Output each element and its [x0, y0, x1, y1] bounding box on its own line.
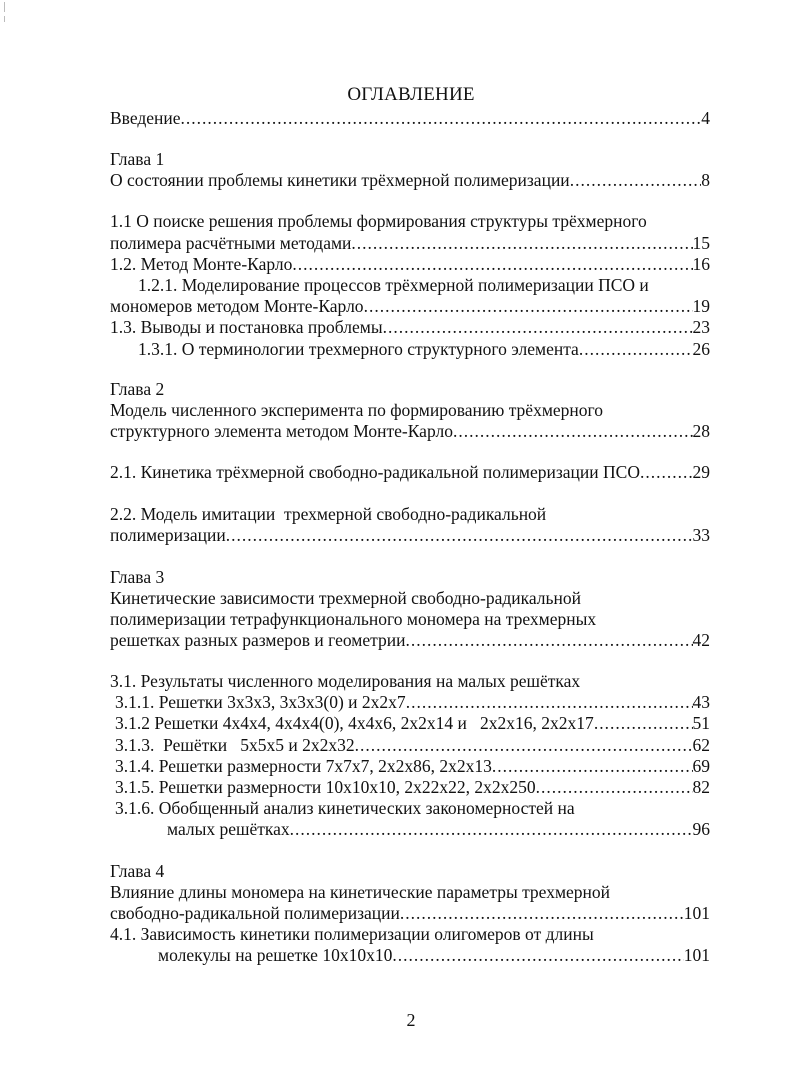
toc-entry-3-1-2[interactable]: [115, 712, 710, 734]
toc-leader: [351, 232, 692, 254]
toc-entry-chapter-3[interactable]: [110, 629, 710, 651]
toc-entry-chapter-4-line1[interactable]: Влияние длины мономера на кинетические параметры трехмерной: [110, 882, 611, 902]
toc-leader: [453, 420, 693, 442]
toc-entry-text: структурного элемента методом Монте-Карло: [110, 421, 453, 441]
toc-page-number: 96: [692, 819, 710, 839]
toc-entry-1-2[interactable]: [110, 253, 710, 275]
toc-page-number: 62: [692, 735, 710, 755]
toc-entry-text: 3.1.3. Решётки 5x5x5 и 2x2x32: [115, 735, 355, 755]
toc-page-number: 4: [701, 108, 710, 128]
page-title: ОГЛАВЛЕНИЕ: [347, 84, 475, 105]
toc-leader: [383, 316, 693, 338]
toc-page-number: 42: [692, 630, 710, 650]
toc-entry-text: 1.3. Выводы и постановка проблемы: [110, 317, 383, 337]
page-number: 2: [406, 1010, 416, 1030]
toc-entry-2-2[interactable]: [110, 524, 710, 546]
toc-entry-4-1[interactable]: [158, 944, 710, 966]
toc-entry-text: 2.1. Кинетика трёхмерной свободно-радикальной полимеризации ПСО: [110, 462, 640, 482]
scan-edge-mark: [4, 2, 5, 12]
toc-page-number: 101: [683, 945, 710, 965]
toc-page-number: 82: [692, 777, 710, 797]
toc-leader: [406, 691, 693, 713]
toc-entry-text: О состоянии проблемы кинетики трёхмерной полимеризации: [110, 170, 570, 190]
toc-entry-text: 1.3.1. О терминологии трехмерного структурного элемента: [138, 339, 579, 359]
toc-entry-4-1-line1[interactable]: 4.1. Зависимость кинетики полимеризации олигомеров от длины: [110, 924, 594, 944]
toc-entry-3-1-4[interactable]: [115, 755, 710, 777]
toc-page-number: 15: [692, 233, 710, 253]
toc-leader: [594, 712, 693, 734]
toc-entry-1-2-1-line1[interactable]: 1.2.1. Моделирование процессов трёхмерной полимеризации ПСО и: [138, 275, 649, 295]
toc-entry-text: 3.1.1. Решетки 3x3x3, 3x3x3(0) и 2x2x7: [115, 692, 406, 712]
toc-entry-chapter-3-line1[interactable]: Кинетические зависимости трехмерной свободно-радикальной: [110, 588, 581, 608]
toc-entry-chapter-2[interactable]: [110, 420, 710, 442]
toc-entry-text: мономеров методом Монте-Карло: [110, 296, 364, 316]
toc-entry-text: молекулы на решетке 10x10x10: [158, 945, 393, 965]
toc-page-number: 8: [701, 170, 710, 190]
toc-entry-3-1-5[interactable]: [115, 776, 710, 798]
toc-entry-text: 1.2. Метод Монте-Карло: [110, 254, 293, 274]
toc-entry-text: решетках разных размеров и геометрии: [110, 630, 406, 650]
toc-entry-1-3[interactable]: [110, 316, 710, 338]
toc-page-number: 26: [692, 339, 710, 359]
toc-entry-text: 3.1.2 Решетки 4x4x4, 4x4x4(0), 4x4x6, 2x2x14 и 2x2x16, 2x2x17: [115, 713, 594, 733]
chapter-3-label: Глава 3: [110, 567, 165, 587]
toc-page-number: 33: [692, 525, 710, 545]
toc-entry-intro[interactable]: [110, 107, 710, 129]
toc-entry-text: малых решётках: [167, 819, 290, 839]
toc-entry-chapter-4[interactable]: [110, 902, 710, 924]
toc-page-number: 43: [692, 692, 710, 712]
toc-leader: [355, 734, 693, 756]
toc-leader: [292, 253, 692, 275]
toc-leader: [290, 818, 693, 840]
toc-leader: [364, 295, 693, 317]
toc-entry-text: полимеризации: [110, 525, 226, 545]
toc-entry-text: 3.1.4. Решетки размерности 7x7x7, 2x2x86, 2x2x13: [115, 756, 492, 776]
toc-leader: [405, 629, 692, 651]
toc-leader: [579, 338, 693, 360]
toc-entry-2-2-line1[interactable]: 2.2. Модель имитации трехмерной свободно-радикальной: [110, 504, 547, 524]
toc-leader: [536, 776, 693, 798]
toc-entry-chapter-1[interactable]: [110, 169, 710, 191]
toc-leader: [400, 902, 684, 924]
toc-page-number: 69: [692, 756, 710, 776]
scan-edge-mark: [4, 16, 5, 22]
chapter-2-label: Глава 2: [110, 379, 165, 399]
chapter-1-label: Глава 1: [110, 149, 165, 169]
toc-entry-chapter-3-line2[interactable]: полимеризации тетрафункционального мономера на трехмерных: [110, 609, 597, 629]
toc-entry-text: полимера расчётными методами: [110, 233, 352, 253]
toc-entry-text: Введение: [110, 108, 181, 128]
toc-entry-3-1-1[interactable]: [115, 691, 710, 713]
toc-page-number: 28: [692, 421, 710, 441]
toc-leader: [226, 524, 693, 546]
toc-page-number: 23: [692, 317, 710, 337]
toc-entry-text: 3.1.5. Решетки размерности 10x10x10, 2x22x22, 2x2x250: [115, 777, 536, 797]
toc-page-number: 19: [692, 296, 710, 316]
toc-leader: [640, 461, 693, 483]
toc-leader: [492, 755, 693, 777]
toc-entry-chapter-2-line1[interactable]: Модель численного эксперимента по формированию трёхмерного: [110, 400, 604, 420]
toc-entry-2-1[interactable]: [110, 461, 710, 483]
toc-entry-3-1-6[interactable]: [167, 818, 710, 840]
chapter-4-label: Глава 4: [110, 861, 165, 881]
toc-entry-3-1-3[interactable]: [115, 734, 710, 756]
toc-page-number: 29: [692, 462, 710, 482]
toc-entry-1-3-1[interactable]: [138, 338, 710, 360]
toc-entry-text: свободно-радикальной полимеризации: [110, 903, 400, 923]
toc-entry-3-1[interactable]: 3.1. Результаты численного моделирования на малых решётках: [110, 671, 581, 691]
toc-page-number: 16: [692, 254, 710, 274]
toc-page-number: 51: [692, 713, 710, 733]
toc-leader: [181, 107, 702, 129]
toc-leader: [392, 944, 683, 966]
toc-leader: [570, 169, 702, 191]
toc-entry-1-2-1[interactable]: [110, 295, 710, 317]
toc-entry-3-1-6-line1[interactable]: 3.1.6. Обобщенный анализ кинетических закономерностей на: [115, 798, 575, 818]
toc-entry-1-1[interactable]: [110, 232, 710, 254]
toc-page-number: 101: [683, 903, 710, 923]
toc-entry-1-1-line1[interactable]: 1.1 О поиске решения проблемы формирования структуры трёхмерного: [110, 211, 647, 231]
